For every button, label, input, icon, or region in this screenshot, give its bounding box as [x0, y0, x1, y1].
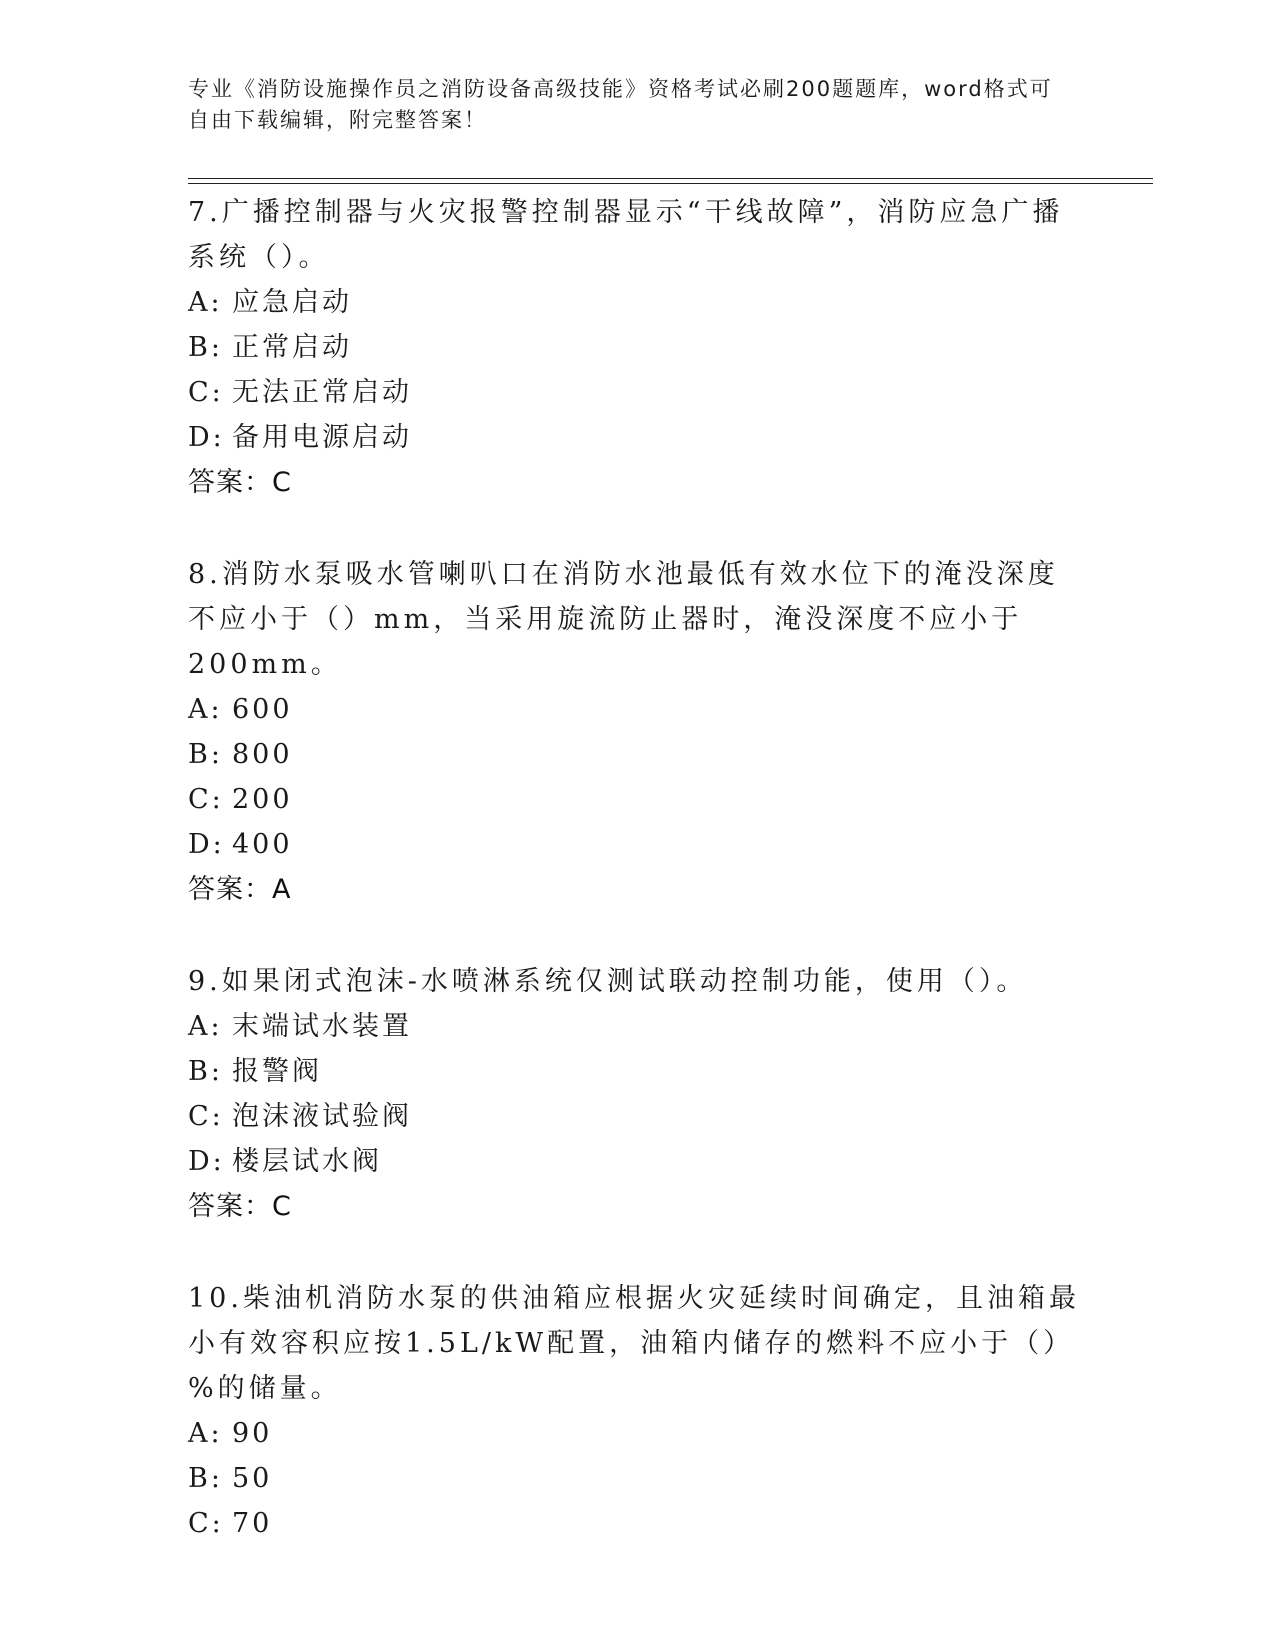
option-letter: B: [188, 739, 223, 770]
option-text: 800 [232, 739, 293, 770]
option-text: 无法正常启动 [232, 377, 412, 408]
header-divider-top [188, 178, 1153, 179]
question-text: 8.消防水泵吸水管喇叭口在消防水池最低有效水位下的淹没深度不应小于（）mm，当采用旋流防止器时，淹没深度不应小于200mm。 [188, 559, 1059, 680]
option-text: 泡沫液试验阀 [232, 1101, 412, 1132]
question-list [188, 190, 1088, 1593]
option-c [188, 1501, 1088, 1546]
option-b [188, 1456, 1088, 1501]
option-letter: A: [188, 287, 223, 318]
answer-text: 答案：A [188, 874, 292, 905]
option-text: 70 [232, 1508, 273, 1539]
option-c [188, 370, 1088, 415]
option-d [188, 415, 1088, 460]
option-text: 600 [232, 694, 293, 725]
option-b [188, 732, 1088, 777]
option-letter: B: [188, 1463, 223, 1494]
question-text: 9.如果闭式泡沫-水喷淋系统仅测试联动控制功能，使用（）。 [188, 966, 1028, 997]
option-b [188, 325, 1088, 370]
header-divider-bottom [188, 183, 1153, 184]
option-text: 备用电源启动 [232, 422, 412, 453]
question-text: 10.柴油机消防水泵的供油箱应根据火灾延续时间确定，且油箱最小有效容积应按1.5L/kW配置，油箱内储存的燃料不应小于（）%的储量。 [188, 1283, 1080, 1404]
option-letter: D: [188, 1146, 225, 1177]
option-a [188, 280, 1088, 325]
option-text: 报警阀 [232, 1056, 322, 1087]
option-letter: A: [188, 694, 223, 725]
question-8 [188, 552, 1088, 912]
option-letter: C: [188, 377, 224, 408]
option-letter: A: [188, 1418, 223, 1449]
option-letter: A: [188, 1011, 223, 1042]
option-d [188, 822, 1088, 867]
option-text: 200 [232, 784, 293, 815]
header-text: 专业《消防设施操作员之消防设备高级技能》资格考试必刷200题题库，word格式可自由下载编辑，附完整答案！ [188, 77, 1053, 132]
option-c [188, 777, 1088, 822]
option-b [188, 1049, 1088, 1094]
option-text: 90 [232, 1418, 273, 1449]
option-a [188, 1411, 1088, 1456]
option-c [188, 1094, 1088, 1139]
option-letter: C: [188, 784, 224, 815]
option-text: 末端试水装置 [232, 1011, 412, 1042]
option-letter: D: [188, 422, 225, 453]
option-a [188, 1004, 1088, 1049]
question-10 [188, 1276, 1088, 1546]
document-header [188, 74, 1068, 136]
option-text: 50 [232, 1463, 273, 1494]
option-letter: C: [188, 1101, 224, 1132]
option-letter: B: [188, 1056, 223, 1087]
option-text: 400 [232, 829, 293, 860]
option-text: 正常启动 [232, 332, 352, 363]
answer-text: 答案：C [188, 467, 292, 498]
option-text: 楼层试水阀 [232, 1146, 382, 1177]
option-d [188, 1139, 1088, 1184]
option-letter: C: [188, 1508, 224, 1539]
option-text: 应急启动 [232, 287, 352, 318]
option-letter: D: [188, 829, 225, 860]
question-9 [188, 959, 1088, 1229]
question-7 [188, 190, 1088, 505]
option-letter: B: [188, 332, 223, 363]
option-a [188, 687, 1088, 732]
question-text: 7.广播控制器与火灾报警控制器显示“干线故障”，消防应急广播系统（）。 [188, 197, 1064, 273]
answer-text: 答案：C [188, 1191, 292, 1222]
